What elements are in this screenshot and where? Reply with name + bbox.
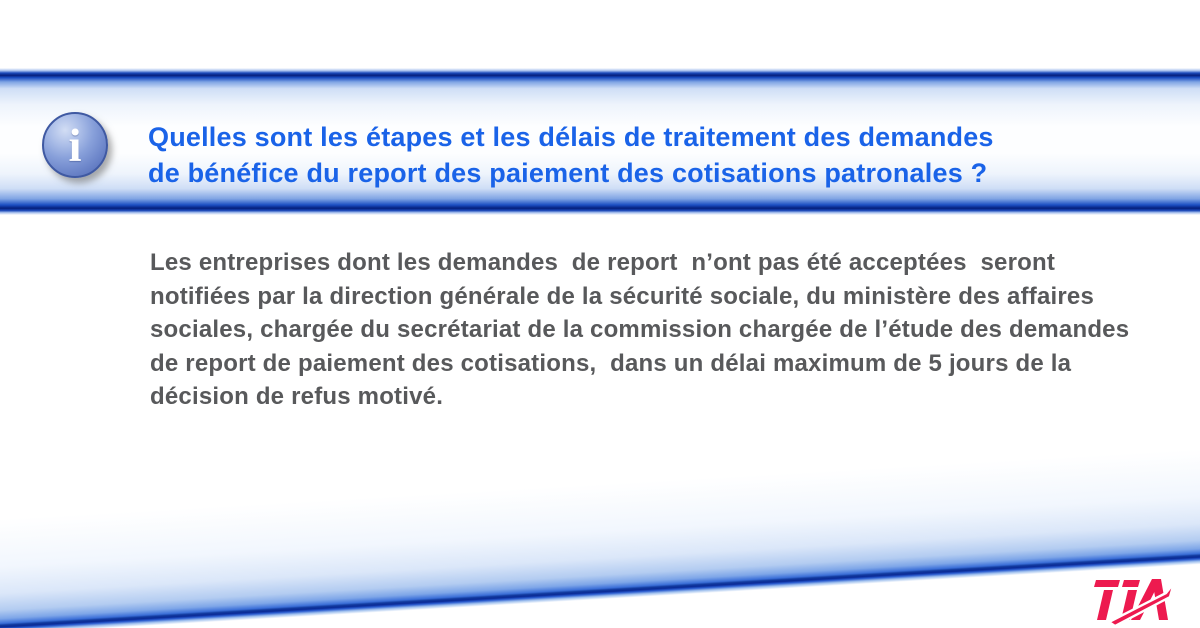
info-icon xyxy=(42,112,108,178)
bottom-swoosh-decoration xyxy=(0,440,1200,628)
answer-paragraph: Les entreprises dont les demandes de report n’ont pas été acceptées seront notifiées par la direction générale de la sécurité sociale, du ministère des affaires sociales, chargée du secrétariat de la commission chargée de l’étude des demandes de report de paiement des cotisations, dans un délai maximum de 5 jours de la décision de refus motivé. xyxy=(150,249,1137,410)
question-line-1: Quelles sont les étapes et les délais de traitement des demandes xyxy=(148,122,994,152)
question-line-2: de bénéfice du report des paiement des cotisations patronales ? xyxy=(148,158,988,188)
question-heading xyxy=(148,119,1148,191)
info-icon-glyph: i xyxy=(68,120,82,172)
tia-logo-graphic xyxy=(1082,574,1176,626)
tia-logo xyxy=(1082,574,1176,626)
